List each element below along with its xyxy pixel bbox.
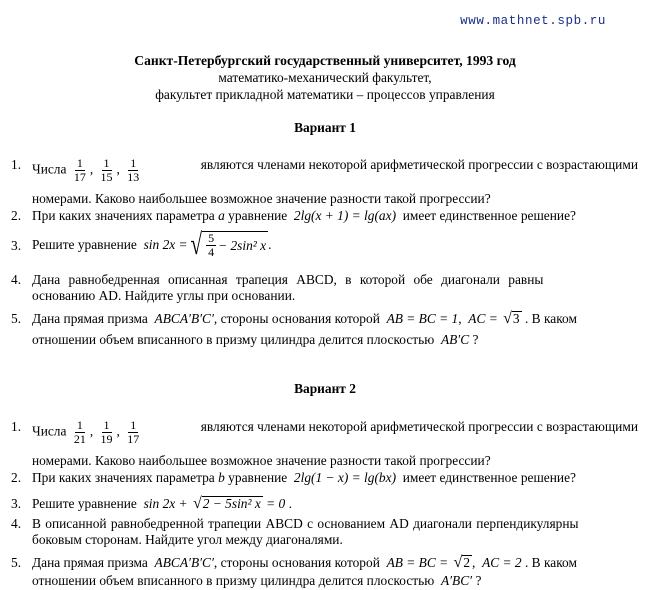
v1-fraction-1: $\frac{1}{17}$	[73, 156, 86, 184]
faculty-line-1: математико-механический факультет,	[218, 70, 432, 85]
v1-fraction-3: $\frac{1}{13}$	[127, 156, 140, 184]
site-url: www.mathnet.spb.ru	[460, 14, 606, 28]
v2-fraction-1: $\frac{1}{21}$	[73, 418, 86, 446]
variant-2-title: Вариант 2	[294, 381, 356, 396]
v2-fraction-2: $\frac{1}{19}$	[100, 418, 113, 446]
v2-fraction-3: $\frac{1}{17}$	[127, 418, 140, 446]
v1-fraction-2: $\frac{1}{15}$	[100, 156, 113, 184]
v1-sqrt: √ $\frac{5}{4}$ − 2sin² x	[190, 228, 267, 261]
faculty-line-2: факультет прикладной математики – процессов управления	[155, 87, 495, 102]
variant-1-title: Вариант 1	[294, 120, 356, 135]
university-title: Санкт-Петербургский государственный университет, 1993 год	[134, 53, 516, 68]
v2-sqrt: 2 − 5sin² x	[202, 496, 261, 511]
